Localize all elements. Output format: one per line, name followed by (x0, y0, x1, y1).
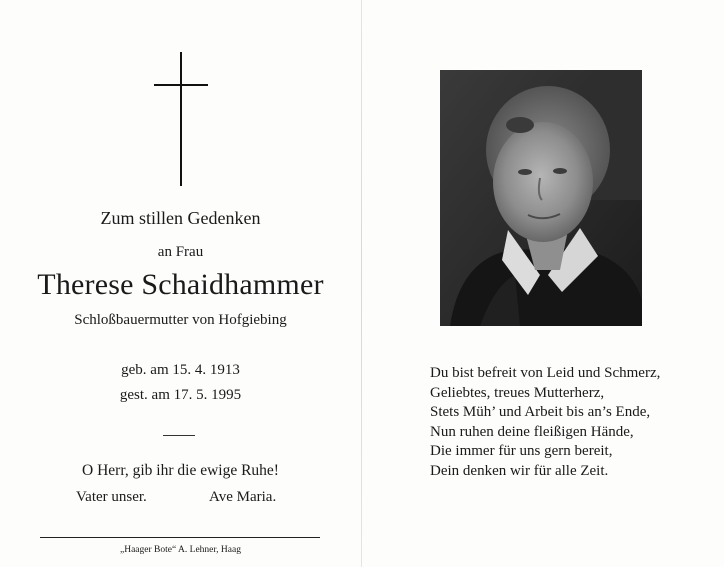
portrait-photo (440, 70, 642, 326)
prayer-vater-unser: Vater unser. (76, 489, 147, 505)
left-panel (0, 0, 361, 567)
birth-date: geb. am 15. 4. 1913 (121, 362, 240, 378)
cross-icon (154, 52, 210, 188)
printer-credit: „Haager Bote“ A. Lehner, Haag (120, 545, 241, 555)
heading: Zum stillen Gedenken (100, 208, 261, 228)
prayer-ave-maria: Ave Maria. (209, 489, 277, 505)
prayer-line: O Herr, gib ihr die ewige Ruhe! (82, 462, 279, 479)
poem-line: Du bist befreit von Leid und Schmerz, (430, 365, 661, 381)
poem-line: Dein denken wir für alle Zeit. (430, 462, 609, 479)
poem-line: Geliebtes, treues Mutterherz, (430, 384, 605, 401)
poem-line: Die immer für uns gern bereit, (430, 443, 613, 459)
poem (430, 364, 660, 481)
right-panel (362, 0, 724, 567)
divider (163, 435, 195, 436)
death-date: gest. am 17. 5. 1995 (119, 387, 242, 403)
salutation: an Frau (157, 244, 204, 260)
deceased-title: Schloßbauermutter von Hofgiebing (74, 312, 287, 328)
poem-line: Stets Müh’ und Arbeit bis an’s Ende, (430, 404, 651, 420)
bottom-rule (40, 537, 320, 538)
deceased-name: Therese Schaidhammer (37, 268, 324, 301)
poem-line: Nun ruhen deine fleißigen Hände, (430, 423, 634, 440)
